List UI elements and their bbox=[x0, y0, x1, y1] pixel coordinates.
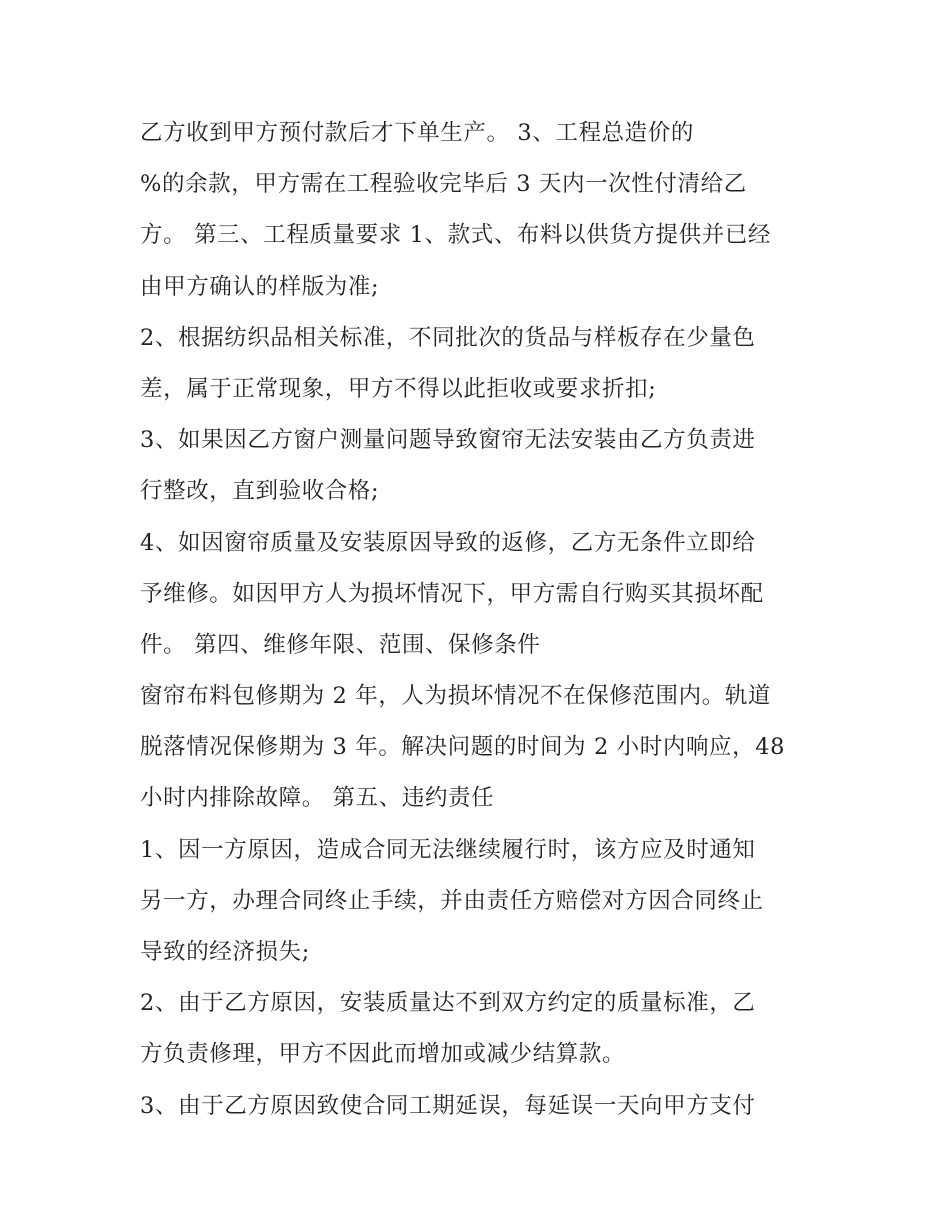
text-line: 2、根据纺织品相关标准，不同批次的货品与样板存在少量色 bbox=[140, 324, 756, 351]
text-line: 窗帘布料包修期为 2 年，人为损坏情况不在保修范围内。轨道 bbox=[140, 683, 772, 710]
text-line: 乙方收到甲方预付款后才下单生产。 3、工程总造价的 bbox=[140, 120, 694, 146]
text-line: 4、如因窗帘质量及安装原因导致的返修，乙方无条件立即给 bbox=[140, 529, 756, 556]
text-line: 3、由于乙方原因致使合同工期延误，每延误一天向甲方支付 bbox=[140, 1092, 756, 1119]
text-line: 方负责修理，甲方不因此而增加或减少结算款。 bbox=[140, 1041, 626, 1068]
text-line: 件。 第四、维修年限、范围、保修条件 bbox=[140, 631, 541, 658]
text-line: %的余款，甲方需在工程验收完毕后 3 天内一次性付清给乙 bbox=[140, 171, 747, 198]
text-line: 导致的经济损失; bbox=[140, 939, 310, 965]
text-line: 行整改，直到验收合格; bbox=[140, 478, 380, 505]
text-line: 方。 第三、工程质量要求 1、款式、布料以供货方提供并已经 bbox=[140, 222, 772, 249]
text-line: 予维修。如因甲方人为损坏情况下，甲方需自行购买其损坏配 bbox=[140, 580, 764, 607]
text-line: 脱落情况保修期为 3 年。解决问题的时间为 2 小时内响应，48 bbox=[140, 734, 786, 761]
contract-text-body bbox=[140, 108, 820, 1132]
text-line: 差，属于正常现象，甲方不得以此拒收或要求折扣; bbox=[140, 375, 657, 402]
text-line: 3、如果因乙方窗户测量问题导致窗帘无法安装由乙方负责进 bbox=[140, 427, 756, 454]
text-line: 由甲方确认的样版为准; bbox=[140, 273, 380, 300]
text-line: 另一方，办理合同终止手续，并由责任方赔偿对方因合同终止 bbox=[140, 887, 764, 914]
text-line: 1、因一方原因，造成合同无法继续履行时，该方应及时通知 bbox=[140, 836, 756, 863]
text-line: 2、由于乙方原因，安装质量达不到双方约定的质量标准，乙 bbox=[140, 990, 756, 1017]
text-line: 小时内排除故障。 第五、违约责任 bbox=[140, 785, 495, 812]
